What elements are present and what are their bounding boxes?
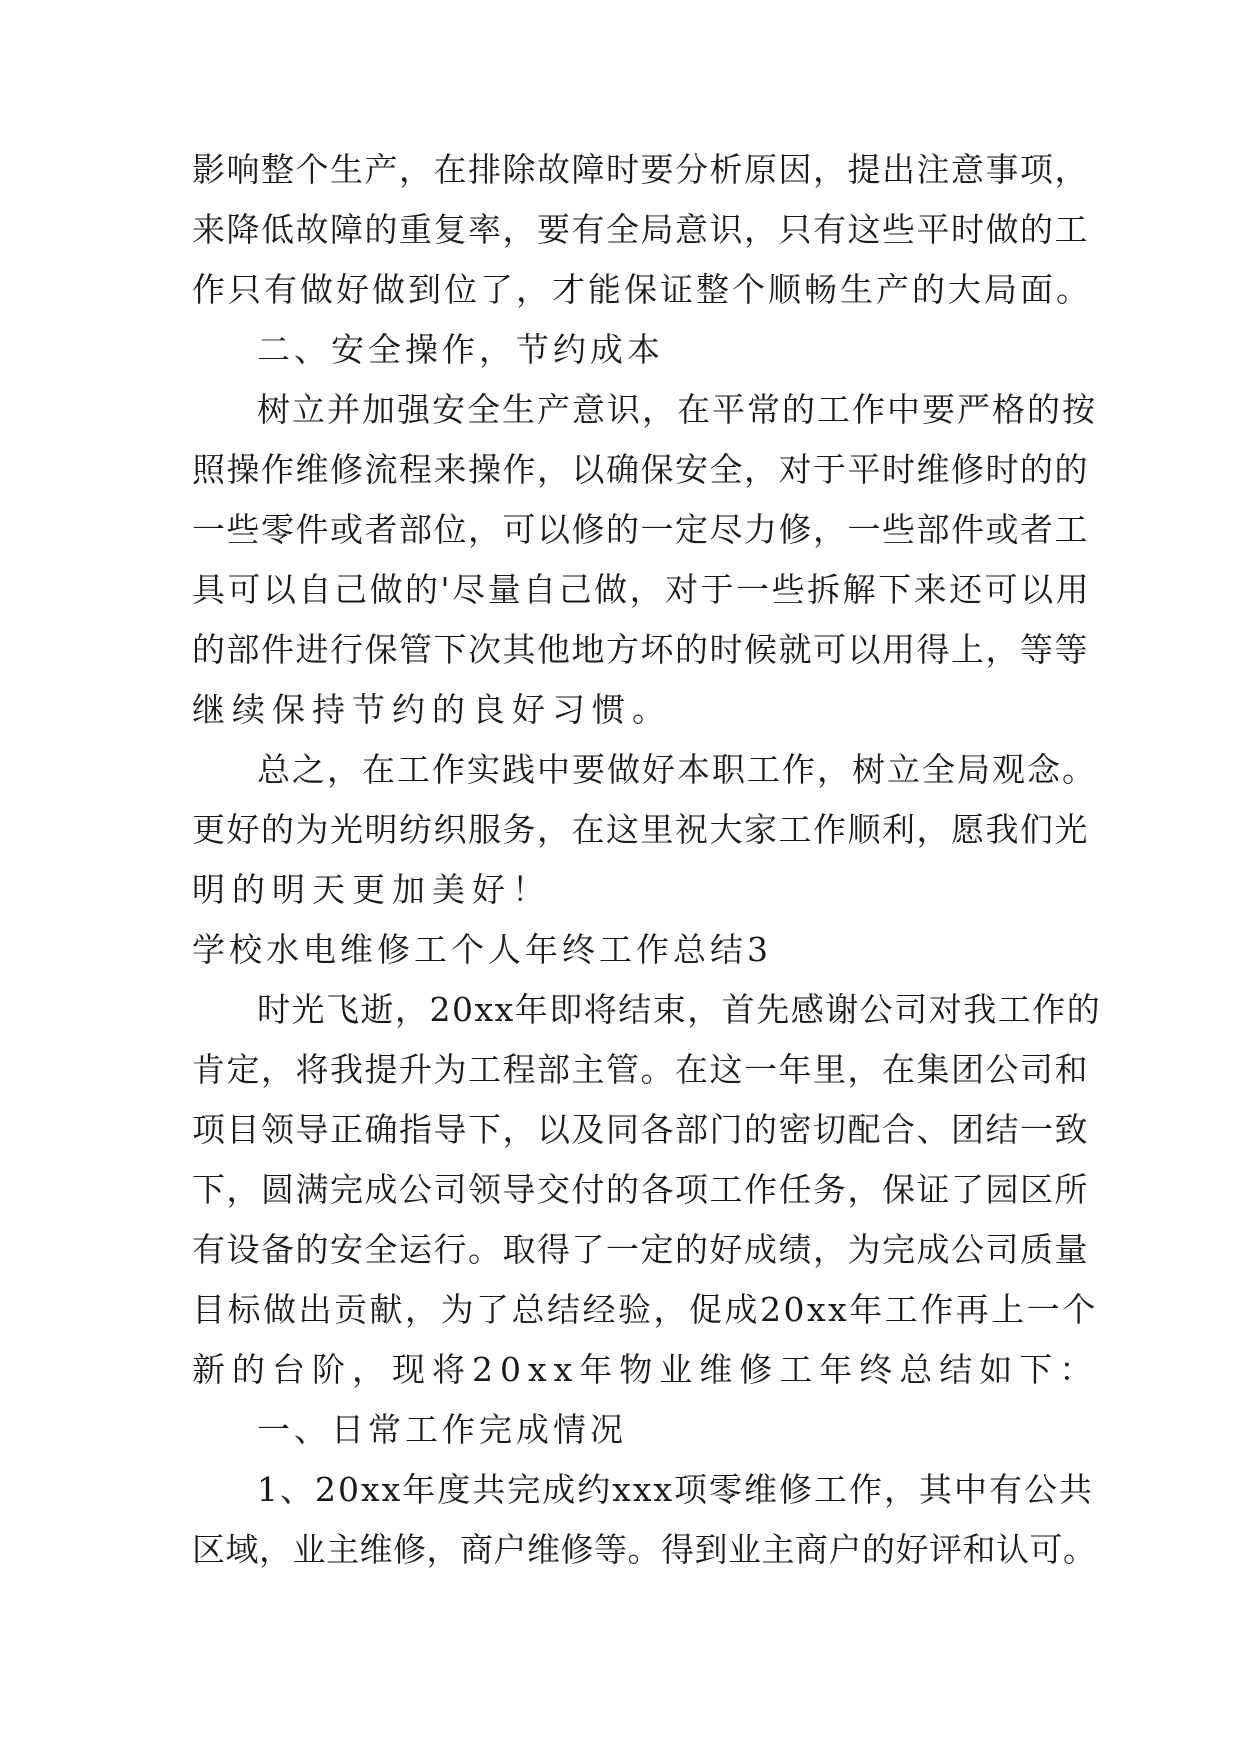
paragraph-line: 影响整个生产，在排除故障时要分析原因，提出注意事项，	[192, 150, 1089, 189]
paragraph-line: 的部件进行保管下次其他地方坏的时候就可以用得上，等等	[192, 630, 1089, 669]
paragraph-line: 1、20xx年度共完成约xxx项零维修工作，其中有公共	[257, 1470, 1095, 1509]
paragraph-line: 项目领导正确指导下，以及同各部门的密切配合、团结一致	[192, 1110, 1089, 1149]
paragraph-line: 区域，业主维修，商户维修等。得到业主商户的好评和认可。	[192, 1530, 1097, 1569]
paragraph-line: 作只有做好做到位了，才能保证整个顺畅生产的大局面。	[192, 270, 1092, 309]
paragraph-line: 继续保持节约的良好习惯。	[192, 690, 672, 729]
paragraph-line: 新的台阶，现将20xx年物业维修工年终总结如下：	[192, 1350, 1100, 1389]
paragraph-line: 肯定，将我提升为工程部主管。在这一年里，在集团公司和	[192, 1050, 1089, 1089]
paragraph-line: 来降低故障的重复率，要有全局意识，只有这些平时做的工	[192, 210, 1089, 249]
paragraph-line: 照操作维修流程来操作，以确保安全，对于平时维修时的的	[192, 450, 1089, 489]
paragraph-line: 明的明天更加美好！	[192, 870, 552, 909]
paragraph-line: 一些零件或者部位，可以修的一定尽力修，一些部件或者工	[192, 510, 1089, 549]
paragraph-line: 下，圆满完成公司领导交付的各项工作任务，保证了园区所	[192, 1170, 1089, 1209]
paragraph-line: 目标做出贡献，为了总结经验，促成20xx年工作再上一个	[192, 1290, 1098, 1329]
paragraph-line: 总之，在工作实践中要做好本职工作，树立全局观念。	[257, 750, 1097, 789]
paragraph-line: 具可以自己做的'尽量自己做，对于一些拆解下来还可以用	[192, 570, 1092, 609]
paragraph-line: 更好的为光明纺织服务，在这里祝大家工作顺利，愿我们光	[192, 810, 1089, 849]
paragraph-line: 时光飞逝，20xx年即将结束，首先感谢公司对我工作的	[257, 990, 1102, 1029]
paragraph-line: 树立并加强安全生产意识，在平常的工作中要严格的按	[257, 390, 1097, 429]
section-heading: 二、安全操作，节约成本	[257, 330, 664, 369]
document-title: 学校水电维修工个人年终工作总结3	[192, 930, 772, 969]
section-heading: 一、日常工作完成情况	[257, 1410, 627, 1449]
paragraph-line: 有设备的安全运行。取得了一定的好成绩，为完成公司质量	[192, 1230, 1089, 1269]
